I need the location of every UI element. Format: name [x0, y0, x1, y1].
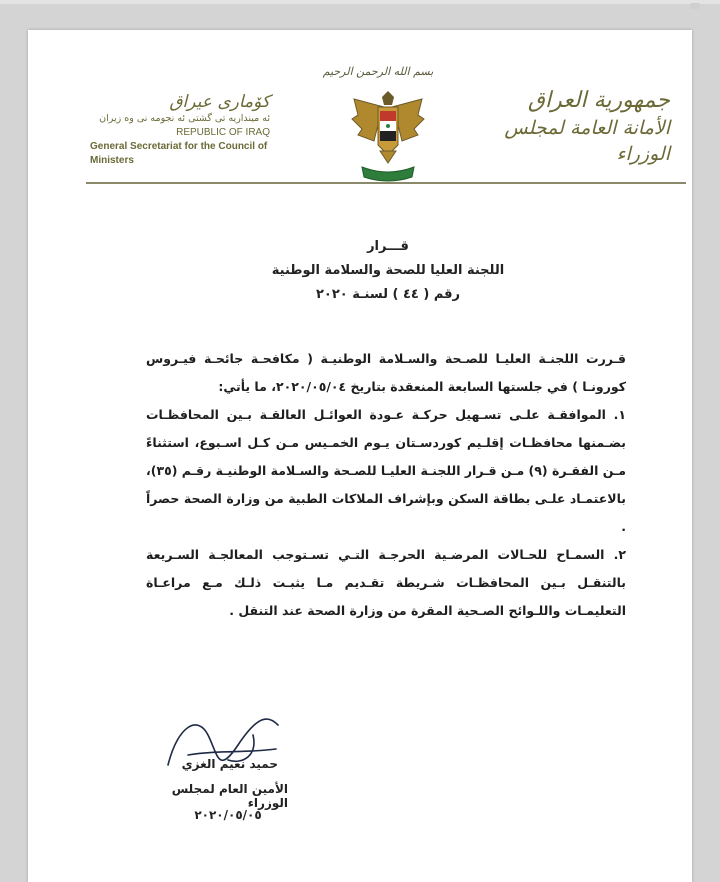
screen-top-bar [0, 0, 720, 4]
arabic-letterhead [470, 87, 670, 167]
handwritten-signature [158, 705, 288, 785]
decision-intro: قـررت اللجنـة العليـا للصـحة والسـلامة الوطنيـة ( مكافحـة جائحـة فيـروس كورونـا ) في جلستها السابعة المنعقدة بتاريخ ٢٠٢٠/٠٥/٠٤، ما يأتي: [146, 351, 626, 394]
arabic-country-name: جمهورية العراق [527, 88, 670, 113]
kurdish-country-name: كۆماری عیراق [169, 92, 270, 112]
document-page [28, 30, 692, 882]
signatory-title: الأمين العام لمجلس الوزراء [171, 782, 288, 810]
scroll-indicator [690, 3, 700, 9]
kurdish-english-letterhead [64, 92, 304, 168]
decision-title-block [188, 235, 588, 307]
english-country-name: REPUBLIC OF IRAQ [176, 127, 270, 138]
iraq-eagle-emblem-icon [348, 85, 428, 185]
signatory-name: حميد نعيم الغزي [181, 757, 278, 771]
decision-heading: قـــرار [367, 239, 409, 254]
decision-item-2: ٢. السمـاح للحـالات المرضـية الحرجـة التـي تسـتوجب المعالجـة السـريعة بالتنقـل بـين المحافظـات شـريطة تقـديم مـا يثبـت ذلـك مـع مراعـاة التعليمـات واللـوائح الصـحية المقرة من وزارة الصحة عند التنقل . [146, 547, 626, 618]
english-secretariat-name: General Secretariat for the Council of Ministers [90, 141, 268, 166]
kurdish-secretariat-name: ئه مینداریه تی گشتی ئه نجومه نی وه زیران [99, 113, 270, 124]
basmala: بسم الله الرحمن الرحيم [322, 65, 434, 78]
committee-name: اللجنة العليا للصحة والسلامة الوطنية [271, 263, 505, 278]
signature-date: ٢٠٢٠/٠٥/٠٥ [194, 808, 262, 822]
decision-number: رقم ( ٤٤ ) لسنـة ٢٠٢٠ [315, 287, 461, 302]
arabic-secretariat-name: الأمانة العامة لمجلس الوزراء [504, 117, 670, 165]
decision-item-1: ١. الموافقـة علـى تسـهيل حركـة عـودة العوائـل العالقـة بـين المحافظـات بضـمنها محافظـات إقلـيم كوردسـتان يـوم الخمـيس مـن كـل اسـبوع، استثناءً مـن الفقـرة (٩) مـن قـرار اللجنـة العليـا للصـحة والسـلامة الوطنيـة رقـم (٣٥)، بالاعتمـاد علـى بطاقة السكن وبإشراف الملاكات الطبية من وزارة الصحة حصراً . [146, 407, 626, 534]
decision-body [146, 345, 626, 625]
letterhead-divider [86, 182, 686, 184]
